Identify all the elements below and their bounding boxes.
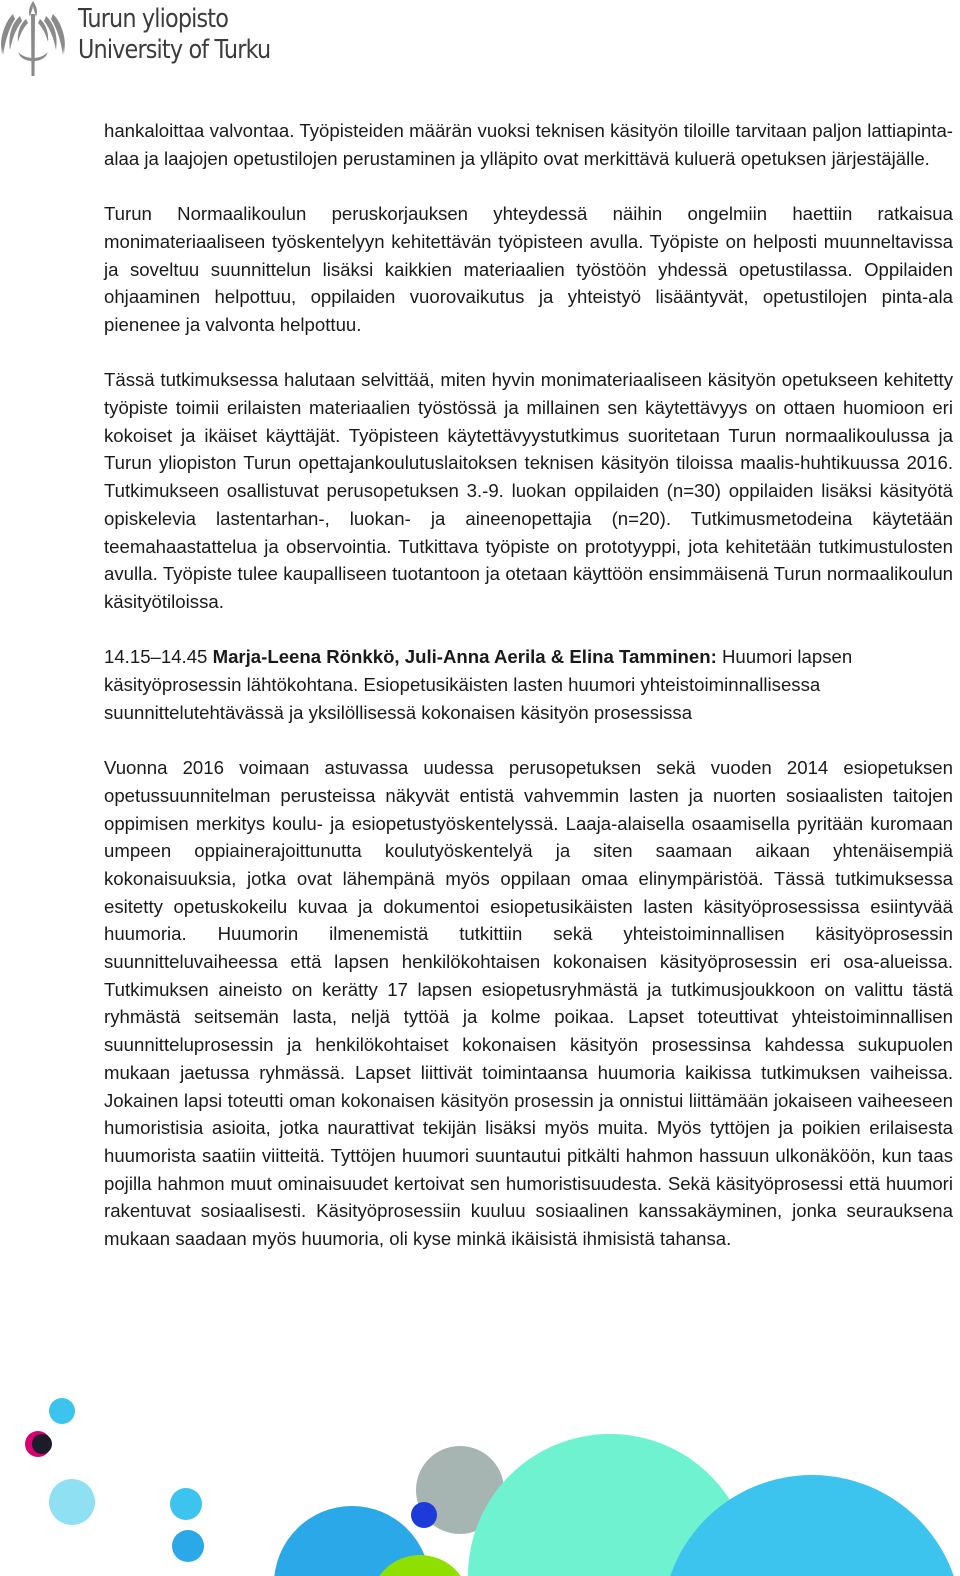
decorative-circles-pattern: [0, 1380, 960, 1576]
paragraph: Turun Normaalikoulun peruskorjauksen yhteydessä näihin ongelmiin haettiin ratkaisua monimateriaaliseen työskentelyyn kehitettävän työpisteen avulla. Työpiste on helposti muunneltavissa ja soveltuu suunnittelun lisäksi kaikkien materiaalien työstöön yhdessä opetustilassa. Oppilaiden ohjaaminen helpottuu, oppilaiden vuorovaikutus ja yhteistyö lisääntyvät, opetustilojen pinta-ala pienenee ja valvonta helpottuu.: [104, 203, 953, 335]
document-body: [104, 117, 953, 1280]
decor-circle-cyan-small: [49, 1398, 75, 1424]
paragraph: hankaloittaa valvontaa. Työpisteiden määrän vuoksi teknisen käsityön tiloille tarvitaan paljon lattiapinta-alaa ja laajojen opetustilojen perustaminen ja ylläpito ovat merkittävä kuluerä opetuksen järjestäjälle.: [104, 120, 953, 169]
university-torch-emblem-icon: [0, 0, 66, 78]
session-authors: Marja-Leena Rönkkö, Juli-Anna Aerila & Elina Tamminen:: [212, 646, 717, 668]
decor-circle-sky-small: [172, 1530, 204, 1562]
decor-circle-cyan: [170, 1488, 202, 1520]
university-name: [78, 4, 270, 66]
university-name-english: University of Turku: [78, 35, 271, 65]
session-time: 14.15–14.45: [104, 646, 208, 668]
abstract-paragraph: Vuonna 2016 voimaan astuvassa uudessa perusopetuksen sekä vuoden 2014 esiopetuksen opetussuunnitelman perusteissa näkyvät entistä vahvemmin lasten ja nuorten sosiaalisten taitojen oppimisen merkitys koulu- ja esiopetustyöskentelyssä. Laaja-alaisella osaamisella pyritään kuromaan umpeen oppiainerajoittunutta koulutyöskentelyä ja siten saamaan aikaan yhtenäisempiä kokonaisuuksia, jotka ovat lähempänä myös oppilaan omaa elinympäristöä. Tässä tutkimuksessa esitetty opetuskokeilu kuvaa ja dokumentoi esiopetusikäisten lasten käsityöprosessissa esiintyvää huumoria. Huumorin ilmenemistä tutkittiin sekä yhteistoiminnallisen käsityöprosessin suunnitteluvaiheessa että lapsen henkilökohtaisen kokonaisen käsityöprosessin eri osa-alueissa. Tutkimuksen aineisto on kerätty 17 lapsen esiopetusryhmästä ja tutkimusjoukkoon on valittu tästä ryhmästä seitsemän lasta, neljä tyttöä ja kolme poikaa. Lapset toteuttivat yhteistoiminnallisen suunnitteluprosessin ja henkilökohtaiset kokonaisen käsityön prosessinsa kahdessa sukupuolen mukaan jaetussa ryhmässä. Lapset liittivät toimintaansa huumoria kaikissa tutkimuksen vaiheissa. Jokainen lapsi toteutti oman kokonaisen käsityön prosessin ja onnistui liittämään jokaiseen vaiheeseen humoristisia asioita, jotka naurattivat tekijän lisäksi myös muita. Myös tyttöjen ja poikien erilaisesta huumorista saatiin viitteitä. Tyttöjen huumori suuntautui pitkälti hahmon hassuun ulkonäköön, kun taas pojilla hahmon muut ominaisuudet kertoivat sen humoristisuudesta. Sekä käsityöprosessi että huumori rakentuvat sosiaalisesti. Käsityöprosessiin kuuluu sosiaalinen kanssakäyminen, jonka seurauksena mukaan saadaan myös huumoria, oli kyse minkä ikäisistä ihmisistä tahansa.: [104, 757, 953, 1250]
decor-circle-navy: [411, 1502, 437, 1528]
decor-circle-dark: [32, 1434, 52, 1454]
session-heading: [104, 643, 953, 726]
university-logo: [0, 0, 290, 80]
university-name-finnish: Turun yliopisto: [78, 4, 229, 34]
paragraph: Tässä tutkimuksessa halutaan selvittää, miten hyvin monimateriaaliseen käsityön opetukseen kehitetty työpiste toimii erilaisten materiaalien työstössä ja millainen sen käytettävyys on ottaen huomioon eri kokoiset ja ikäiset käyttäjät. Työpisteen käytettävyystutkimus suoritetaan Turun normaalikoulussa ja Turun yliopiston Turun opettajankoulutuslaitoksen teknisen käsityön tiloissa maalis-huhtikuussa 2016. Tutkimukseen osallistuvat perusopetuksen 3.-9. luokan oppilaiden (n=30) oppilaiden lisäksi käsityötä opiskelevia lastentarhan-, luokan- ja aineenopettajia (n=20). Tutkimusmetodeina käytetään teemahaastattelua ja observointia. Tutkittava työpiste on prototyyppi, jota kehitetään tutkimustulosten avulla. Työpiste tulee kaupalliseen tuotantoon ja otetaan käyttöön ensimmäisenä Turun normaalikoulun käsityötiloissa.: [104, 369, 953, 612]
session-title: Huumori lapsen käsityöprosessin lähtökohtana. Esiopetusikäisten lasten huumori yhteistoiminnallisessa suunnittelutehtävässä ja yksilöllisessä kokonaisen käsityön prosessissa: [104, 646, 853, 723]
decor-circle-light-cyan: [49, 1479, 95, 1525]
